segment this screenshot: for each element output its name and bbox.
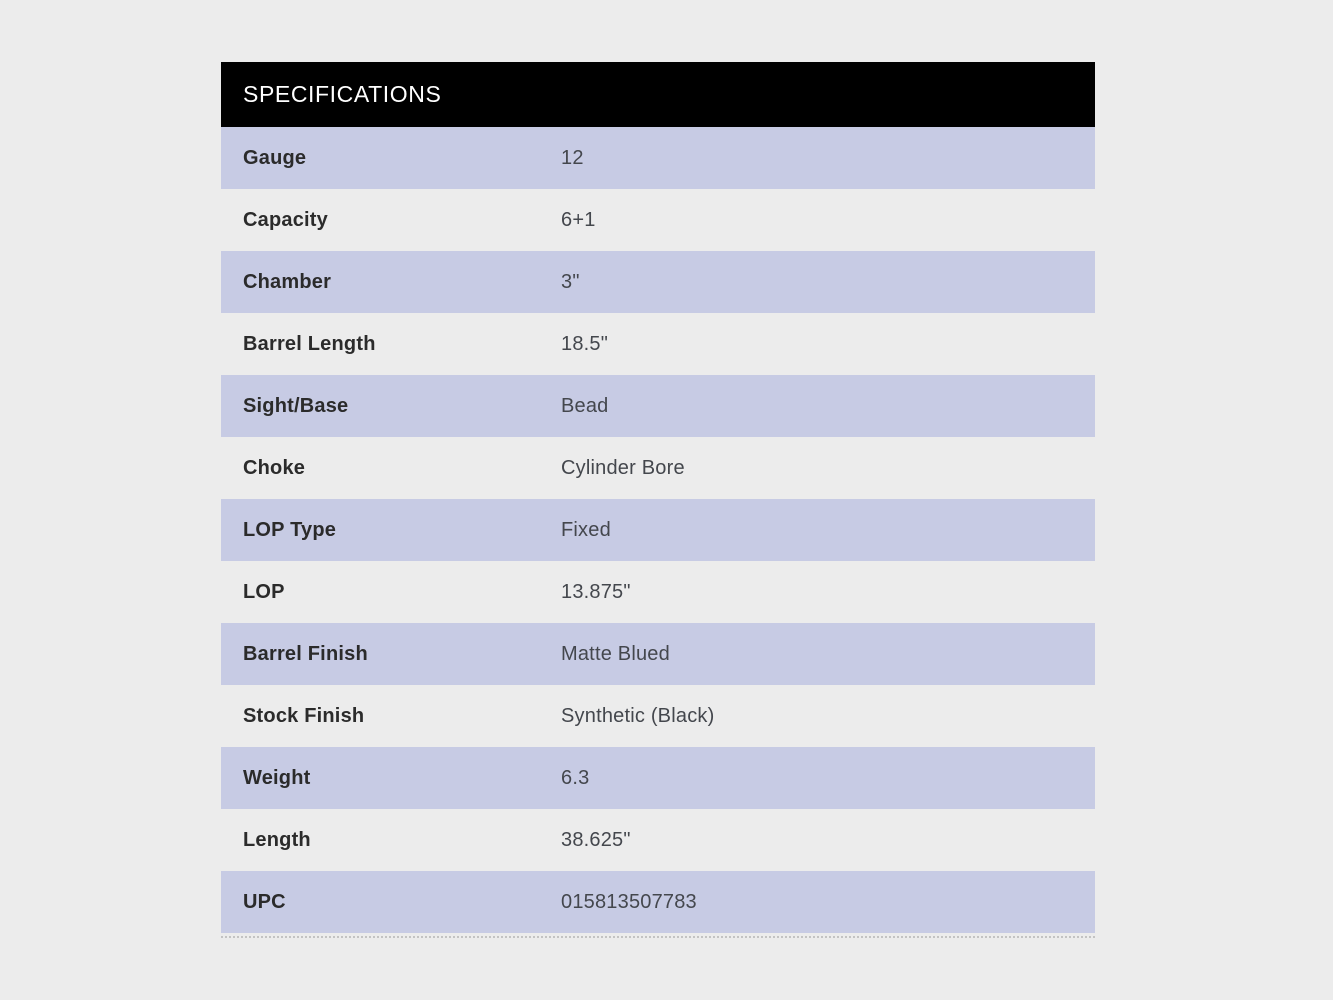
spec-label: LOP xyxy=(243,580,285,603)
table-row xyxy=(221,561,1095,623)
spec-label: LOP Type xyxy=(243,518,337,541)
spec-value: 13.875" xyxy=(561,580,631,603)
spec-value: Fixed xyxy=(561,518,611,541)
table-row xyxy=(221,871,1095,933)
spec-label: Capacity xyxy=(243,208,328,231)
spec-value: 6.3 xyxy=(561,766,590,789)
table-row xyxy=(221,809,1095,871)
spec-label: Stock Finish xyxy=(243,704,365,727)
spec-label: Gauge xyxy=(243,146,307,169)
spec-label: Choke xyxy=(243,456,306,479)
specifications-title: SPECIFICATIONS xyxy=(243,81,442,107)
table-row xyxy=(221,313,1095,375)
table-row xyxy=(221,499,1095,561)
table-row xyxy=(221,685,1095,747)
spec-value: 12 xyxy=(561,146,584,169)
spec-value: Cylinder Bore xyxy=(561,456,685,479)
spec-label: Barrel Length xyxy=(243,332,376,355)
spec-label: Length xyxy=(243,828,311,851)
spec-value: Matte Blued xyxy=(561,642,670,665)
spec-value: Bead xyxy=(561,394,609,417)
spec-label: Weight xyxy=(243,766,311,789)
spec-label: Sight/Base xyxy=(243,394,349,417)
table-row xyxy=(221,623,1095,685)
spec-value: 6+1 xyxy=(561,208,596,231)
spec-value: 38.625" xyxy=(561,828,631,851)
specifications-table-header xyxy=(221,62,1095,127)
spec-label: Chamber xyxy=(243,270,332,293)
table-bottom-divider xyxy=(221,933,1095,938)
spec-value: 18.5" xyxy=(561,332,609,355)
specifications-table xyxy=(221,62,1095,938)
spec-value: 3" xyxy=(561,270,580,293)
spec-value: Synthetic (Black) xyxy=(561,704,715,727)
spec-label: Barrel Finish xyxy=(243,642,368,665)
table-row xyxy=(221,375,1095,437)
table-row xyxy=(221,127,1095,189)
table-row xyxy=(221,251,1095,313)
table-row xyxy=(221,189,1095,251)
spec-label: UPC xyxy=(243,890,286,913)
table-row xyxy=(221,437,1095,499)
spec-value: 015813507783 xyxy=(561,890,697,913)
table-row xyxy=(221,747,1095,809)
